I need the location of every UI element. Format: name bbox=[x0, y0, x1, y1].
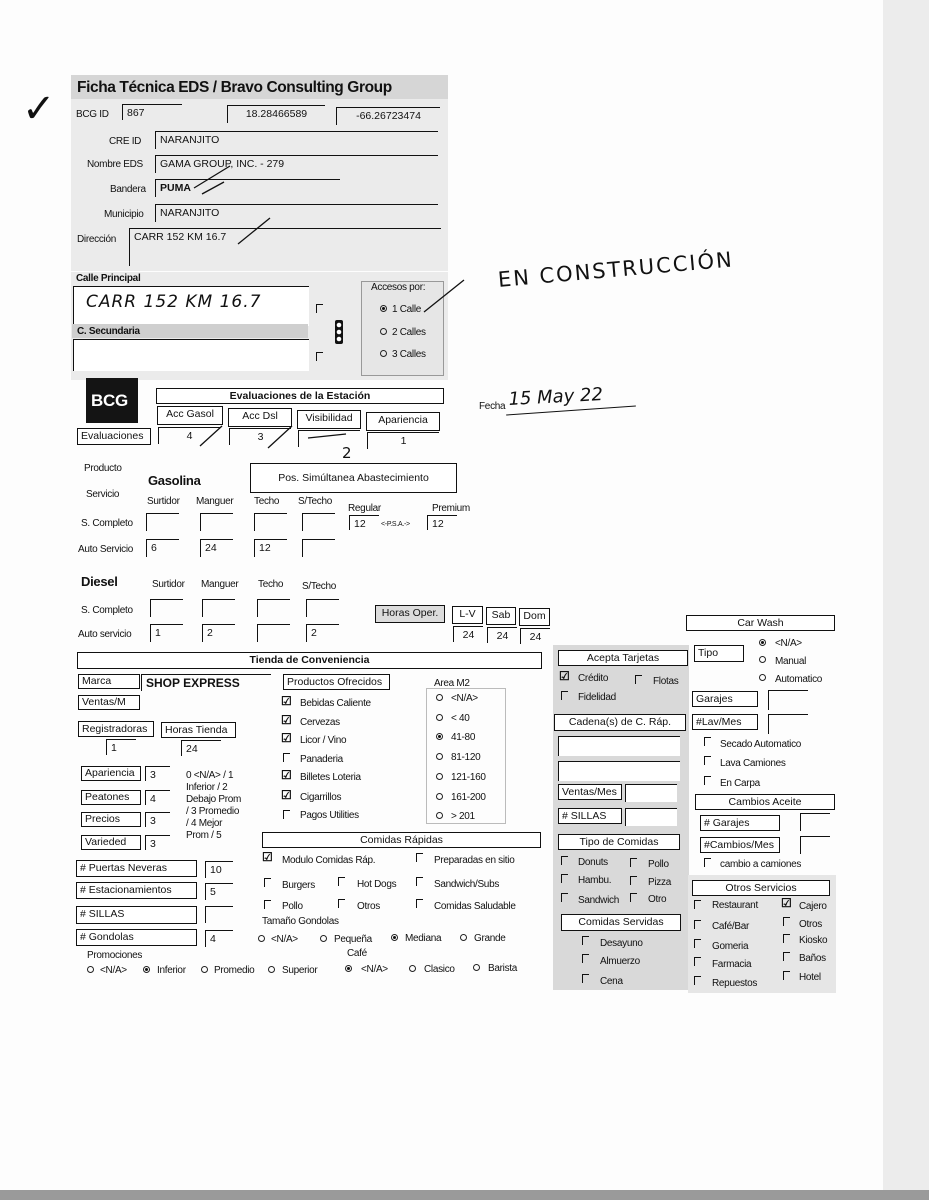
peatones-label: Peatones bbox=[81, 790, 141, 805]
dsl-auto-surtidor[interactable]: 1 bbox=[150, 624, 183, 642]
scan-edge-right bbox=[883, 0, 929, 1200]
repuestos-label: Repuestos bbox=[712, 978, 758, 989]
area-121-160-radio[interactable] bbox=[436, 773, 443, 780]
restaurant-label: Restaurant bbox=[712, 900, 758, 911]
lav-mes-field[interactable] bbox=[768, 714, 808, 734]
cafe-clasico-label: Clasico bbox=[424, 964, 455, 975]
gondolas-label: # Gondolas bbox=[76, 929, 197, 946]
cambios-garajes-field[interactable] bbox=[800, 813, 830, 831]
sandwich-subs-label: Sandwich/Subs bbox=[434, 879, 500, 890]
scale-line-6: Prom / 5 bbox=[186, 830, 222, 841]
preparadas-checkbox[interactable] bbox=[416, 853, 423, 862]
lava-camiones-label: Lava Camiones bbox=[720, 758, 786, 769]
estacionamientos-label: # Estacionamientos bbox=[76, 882, 197, 899]
carwash-manual-label: Manual bbox=[775, 656, 806, 667]
fidelidad-label: Fidelidad bbox=[578, 692, 616, 703]
almuerzo-checkbox[interactable] bbox=[582, 954, 589, 963]
area-161-200-radio[interactable] bbox=[436, 793, 443, 800]
calle-principal-handwriting: CARR 152 KM 16.7 bbox=[86, 292, 262, 312]
otros-comida-label: Otros bbox=[357, 901, 380, 912]
dsl-surtidor-header: Surtidor bbox=[152, 579, 185, 590]
gas-auto-stecho[interactable] bbox=[302, 539, 335, 557]
gomeria-label: Gomeria bbox=[712, 941, 749, 952]
handwritten-checkmark: ✓ bbox=[22, 86, 56, 132]
tamano-pequena-radio[interactable] bbox=[320, 935, 327, 942]
c-secundaria-field[interactable] bbox=[73, 339, 309, 371]
gas-completo-label: S. Completo bbox=[81, 518, 133, 529]
scale-line-5: / 4 Mejor bbox=[186, 818, 223, 829]
accesos-3-calles-radio[interactable] bbox=[380, 350, 387, 357]
panaderia-checkbox[interactable] bbox=[283, 753, 290, 762]
cafe-label: Café bbox=[347, 948, 367, 959]
promo-na-radio[interactable] bbox=[87, 966, 94, 973]
burgers-checkbox[interactable] bbox=[264, 878, 271, 887]
bebidas-label: Bebidas Caliente bbox=[300, 698, 371, 709]
en-carpa-label: En Carpa bbox=[720, 778, 760, 789]
traffic-light-icon bbox=[332, 318, 346, 348]
accesos-1-calle-radio[interactable] bbox=[380, 305, 387, 312]
cafe-clasico-radio[interactable] bbox=[409, 965, 416, 972]
cafe-barista-radio[interactable] bbox=[473, 964, 480, 971]
sandwich-tipo-checkbox[interactable] bbox=[561, 893, 568, 902]
kiosko-checkbox[interactable] bbox=[783, 934, 790, 943]
ventas-mes-field[interactable] bbox=[625, 784, 677, 802]
otros-servicios-header: Otros Servicios bbox=[692, 880, 830, 896]
title-bar bbox=[71, 75, 448, 99]
gas-completo-techo[interactable] bbox=[254, 513, 287, 531]
carwash-manual-radio[interactable] bbox=[759, 656, 766, 663]
promo-superior-label: Superior bbox=[282, 965, 318, 976]
garajes-field[interactable] bbox=[768, 690, 808, 710]
hotel-label: Hotel bbox=[799, 972, 821, 983]
billetes-label: Billetes Loteria bbox=[300, 772, 361, 783]
cena-label: Cena bbox=[600, 976, 623, 987]
comidas-rapidas-header: Comidas Rápidas bbox=[262, 832, 541, 848]
comidas-servidas-header: Comidas Servidas bbox=[561, 914, 681, 931]
bcg-logo bbox=[86, 378, 138, 423]
dsl-stecho-header: S/Techo bbox=[302, 581, 337, 592]
donuts-checkbox[interactable] bbox=[561, 856, 568, 865]
scale-line-1: 0 <N/A> / 1 bbox=[186, 770, 234, 781]
cafe-bar-label: Café/Bar bbox=[712, 921, 750, 932]
area-81-120-radio[interactable] bbox=[436, 753, 443, 760]
cigarrillos-checkbox[interactable]: ☑ bbox=[281, 788, 292, 802]
tipo-comidas-header: Tipo de Comidas bbox=[558, 834, 680, 850]
sandwich-subs-checkbox[interactable] bbox=[416, 877, 423, 886]
cafe-bar-checkbox[interactable] bbox=[694, 920, 701, 929]
farmacia-checkbox[interactable] bbox=[694, 957, 701, 966]
apariencia-label: Apariencia bbox=[81, 766, 141, 781]
latitude-field[interactable]: 18.28466589 bbox=[227, 105, 325, 123]
cambios-mes-label: #Cambios/Mes bbox=[700, 837, 780, 853]
variedad-label: Varieded bbox=[81, 835, 141, 850]
tienda-header: Tienda de Conveniencia bbox=[77, 652, 542, 669]
hotdogs-checkbox[interactable] bbox=[338, 877, 345, 886]
dsl-manguer-header: Manguer bbox=[201, 579, 239, 590]
dsl-completo-stecho[interactable] bbox=[306, 599, 339, 617]
calle-principal-checkbox[interactable] bbox=[316, 304, 323, 313]
burgers-label: Burgers bbox=[282, 880, 315, 891]
cajero-checkbox[interactable]: ☑ bbox=[781, 896, 792, 910]
dsl-completo-manguer[interactable] bbox=[202, 599, 235, 617]
pizza-label: Pizza bbox=[648, 877, 671, 888]
bebidas-checkbox[interactable]: ☑ bbox=[281, 694, 292, 708]
fidelidad-checkbox[interactable] bbox=[561, 691, 568, 700]
tamano-pequena-label: Pequeña bbox=[334, 934, 372, 945]
desayuno-label: Desayuno bbox=[600, 938, 643, 949]
pollo-comida-checkbox[interactable] bbox=[264, 900, 271, 909]
garajes-label: Garajes bbox=[692, 691, 758, 707]
lav-mes-label: #Lav/Mes bbox=[692, 714, 758, 730]
scale-line-4: / 3 Promedio bbox=[186, 806, 240, 817]
accesos-2-calles-label: 2 Calles bbox=[392, 327, 426, 338]
horas-dom-value[interactable]: 24 bbox=[520, 628, 550, 644]
secado-label: Secado Automatico bbox=[720, 739, 802, 750]
nombre-label: Nombre EDS bbox=[87, 159, 143, 170]
pollo-tipo-checkbox[interactable] bbox=[630, 858, 637, 867]
productos-header: Productos Ofrecidos bbox=[283, 674, 390, 690]
scale-line-3: Debajo Prom bbox=[186, 794, 242, 805]
hotel-checkbox[interactable] bbox=[783, 971, 790, 980]
longitude-field[interactable]: -66.26723474 bbox=[336, 107, 440, 125]
accesos-1-calle-label: 1 Calle bbox=[392, 304, 422, 315]
cambios-mes-field[interactable] bbox=[800, 836, 830, 854]
horas-dom-header: Dom bbox=[519, 608, 550, 626]
promo-superior-radio[interactable] bbox=[268, 966, 275, 973]
calle-principal-label: Calle Principal bbox=[76, 273, 141, 284]
area-121-160-label: 121-160 bbox=[451, 772, 486, 783]
scan-edge-bottom bbox=[0, 1190, 929, 1200]
peatones-field[interactable]: 4 bbox=[145, 790, 170, 805]
gas-completo-manguer[interactable] bbox=[200, 513, 233, 531]
cadenas-field-1[interactable] bbox=[558, 736, 680, 756]
restaurant-checkbox[interactable] bbox=[694, 900, 701, 909]
tamano-grande-label: Grande bbox=[474, 933, 506, 944]
apariencia-value[interactable]: 1 bbox=[367, 432, 439, 449]
modulo-comidas-checkbox[interactable]: ☑ bbox=[262, 850, 273, 864]
otro-tipo-label: Otro bbox=[648, 894, 667, 905]
promociones-label: Promociones bbox=[87, 950, 143, 961]
municipio-field[interactable]: NARANJITO bbox=[155, 204, 438, 222]
dsl-auto-manguer[interactable]: 2 bbox=[202, 624, 235, 642]
cafe-barista-label: Barista bbox=[488, 963, 518, 974]
cajero-label: Cajero bbox=[799, 901, 827, 912]
acc-dsl-header: Acc Dsl bbox=[228, 408, 292, 427]
kiosko-label: Kiosko bbox=[799, 935, 828, 946]
area-41-80-radio[interactable] bbox=[436, 733, 443, 740]
credito-label: Crédito bbox=[578, 673, 609, 684]
promo-promedio-radio[interactable] bbox=[201, 966, 208, 973]
marca-label: Marca bbox=[78, 674, 140, 689]
gomeria-checkbox[interactable] bbox=[694, 939, 701, 948]
bandera-label: Bandera bbox=[110, 184, 146, 195]
visibilidad-handwritten-value: 2 bbox=[342, 444, 352, 462]
accesos-2-calles-radio[interactable] bbox=[380, 328, 387, 335]
area-41-80-label: 41-80 bbox=[451, 732, 476, 743]
licor-checkbox[interactable]: ☑ bbox=[281, 731, 292, 745]
fecha-handwritten: 15 May 22 bbox=[508, 384, 604, 410]
promo-inferior-label: Inferior bbox=[157, 965, 186, 976]
horas-lv-header: L-V bbox=[452, 606, 483, 624]
sillas-cr-label: # SILLAS bbox=[558, 808, 622, 824]
bandera-field[interactable]: PUMA bbox=[155, 179, 340, 197]
pollo-tipo-label: Pollo bbox=[648, 859, 669, 870]
credito-checkbox[interactable]: ☑ bbox=[559, 669, 570, 683]
promo-promedio-label: Promedio bbox=[214, 965, 255, 976]
hambu-checkbox[interactable] bbox=[561, 874, 568, 883]
area-lt40-radio[interactable] bbox=[436, 714, 443, 721]
premium-field[interactable]: 12 bbox=[427, 515, 457, 530]
registradoras-label: Registradoras bbox=[78, 721, 154, 737]
en-carpa-checkbox[interactable] bbox=[704, 776, 711, 785]
horas-tienda-label: Horas Tienda bbox=[161, 722, 236, 738]
bcg-id-field[interactable]: 867 bbox=[122, 104, 182, 120]
pen-mark-accesos bbox=[420, 276, 470, 316]
pagos-checkbox[interactable] bbox=[283, 810, 290, 819]
pos-simultanea-header: Pos. Simúltanea Abastecimiento bbox=[250, 463, 457, 493]
dsl-auto-stecho[interactable]: 2 bbox=[306, 624, 339, 642]
donuts-label: Donuts bbox=[578, 857, 608, 868]
horas-tienda-field[interactable]: 24 bbox=[181, 740, 221, 756]
tamano-mediana-label: Mediana bbox=[405, 933, 442, 944]
nombre-field[interactable]: GAMA GROUP, INC. - 279 bbox=[155, 155, 438, 173]
gas-manguer-header: Manguer bbox=[196, 496, 234, 507]
form-title: Ficha Técnica EDS / Bravo Consulting Group bbox=[77, 79, 392, 96]
carwash-na-label: <N/A> bbox=[775, 638, 802, 649]
otros-servicio-label: Otros bbox=[799, 919, 822, 930]
precios-field[interactable]: 3 bbox=[145, 812, 170, 827]
repuestos-checkbox[interactable] bbox=[694, 976, 701, 985]
preparadas-label: Preparadas en sitio bbox=[434, 855, 515, 866]
cambios-aceite-header: Cambios Aceite bbox=[695, 794, 835, 810]
saludable-checkbox[interactable] bbox=[416, 899, 423, 908]
banos-label: Baños bbox=[799, 953, 826, 964]
carwash-na-radio[interactable] bbox=[759, 639, 766, 646]
gas-stecho-header: S/Techo bbox=[298, 496, 333, 507]
licor-label: Licor / Vino bbox=[300, 735, 347, 746]
gas-auto-techo[interactable]: 12 bbox=[254, 539, 287, 557]
c-secundaria-checkbox[interactable] bbox=[316, 352, 323, 361]
acc-gasol-value[interactable]: 4 bbox=[158, 427, 220, 444]
ventas-mes-label: Ventas/Mes bbox=[558, 784, 622, 800]
gas-completo-surtidor[interactable] bbox=[146, 513, 179, 531]
otros-servicio-checkbox[interactable] bbox=[783, 917, 790, 926]
farmacia-label: Farmacia bbox=[712, 959, 752, 970]
otros-comida-checkbox[interactable] bbox=[338, 899, 345, 908]
tamano-gondolas-label: Tamaño Gondolas bbox=[262, 916, 339, 927]
gas-techo-header: Techo bbox=[254, 496, 280, 507]
visibilidad-header: Visibilidad bbox=[297, 410, 361, 429]
area-gt201-radio[interactable] bbox=[436, 812, 443, 819]
billetes-checkbox[interactable]: ☑ bbox=[281, 768, 292, 782]
gas-auto-label: Auto Servicio bbox=[78, 544, 134, 555]
municipio-label: Municipio bbox=[104, 209, 144, 220]
pollo-comida-label: Pollo bbox=[282, 901, 303, 912]
cigarrillos-label: Cigarrillos bbox=[300, 792, 342, 803]
panaderia-label: Panaderia bbox=[300, 754, 343, 765]
dsl-auto-techo[interactable] bbox=[257, 624, 290, 642]
carwash-automatico-radio[interactable] bbox=[759, 674, 766, 681]
cre-id-label: CRE ID bbox=[109, 136, 142, 147]
dsl-auto-label: Auto servicio bbox=[78, 629, 132, 640]
gas-surtidor-header: Surtidor bbox=[147, 496, 180, 507]
area-gt201-label: > 201 bbox=[451, 811, 475, 822]
calle-principal-field[interactable] bbox=[73, 286, 309, 326]
promo-inferior-radio[interactable] bbox=[143, 966, 150, 973]
pen-marks-evaluaciones bbox=[196, 416, 356, 456]
tamano-na-label: <N/A> bbox=[271, 934, 298, 945]
scale-line-2: Inferior / 2 bbox=[186, 782, 228, 793]
cervezas-label: Cervezas bbox=[300, 717, 340, 728]
sandwich-tipo-label: Sandwich bbox=[578, 895, 619, 906]
ventas-m-label: Ventas/M bbox=[78, 695, 140, 710]
pagos-label: Pagos Utilities bbox=[300, 810, 359, 821]
dsl-completo-label: S. Completo bbox=[81, 605, 133, 616]
carwash-tipo-label: Tipo bbox=[694, 645, 744, 662]
almuerzo-label: Almuerzo bbox=[600, 956, 640, 967]
area-na-radio[interactable] bbox=[436, 694, 443, 701]
carwash-header: Car Wash bbox=[686, 615, 835, 631]
horas-sab-header: Sab bbox=[486, 607, 516, 625]
tamano-na-radio[interactable] bbox=[258, 935, 265, 942]
puertas-field[interactable]: 10 bbox=[205, 861, 233, 878]
puertas-label: # Puertas Neveras bbox=[76, 860, 197, 877]
gas-completo-stecho[interactable] bbox=[302, 513, 335, 531]
secado-checkbox[interactable] bbox=[704, 737, 711, 746]
c-secundaria-label: C. Secundaria bbox=[77, 326, 140, 337]
precios-label: Precios bbox=[81, 812, 141, 827]
fecha-label: Fecha bbox=[479, 401, 506, 412]
area-lt40-label: < 40 bbox=[451, 713, 470, 724]
area-161-200-label: 161-200 bbox=[451, 792, 486, 803]
flotas-checkbox[interactable] bbox=[635, 675, 642, 684]
gasolina-title: Gasolina bbox=[148, 473, 201, 488]
horas-lv-value[interactable]: 24 bbox=[453, 626, 483, 642]
evaluaciones-header: Evaluaciones de la Estación bbox=[156, 388, 444, 404]
lava-camiones-checkbox[interactable] bbox=[704, 756, 711, 765]
estacionamientos-field[interactable]: 5 bbox=[205, 883, 233, 900]
dsl-completo-surtidor[interactable] bbox=[150, 599, 183, 617]
modulo-comidas-label: Modulo Comidas Ráp. bbox=[282, 855, 376, 866]
horas-sab-value[interactable]: 24 bbox=[487, 627, 517, 643]
tamano-grande-radio[interactable] bbox=[460, 934, 467, 941]
regular-field[interactable]: 12 bbox=[349, 515, 379, 530]
area-81-120-label: 81-120 bbox=[451, 752, 481, 763]
gondolas-field[interactable]: 4 bbox=[205, 930, 233, 947]
bcg-logo-text: BCG bbox=[91, 391, 128, 410]
saludable-label: Comidas Saludable bbox=[434, 901, 516, 912]
cervezas-checkbox[interactable]: ☑ bbox=[281, 713, 292, 727]
pizza-checkbox[interactable] bbox=[630, 876, 637, 885]
dsl-completo-techo[interactable] bbox=[257, 599, 290, 617]
sillas-field[interactable] bbox=[205, 906, 233, 923]
cambios-garajes-label: # Garajes bbox=[700, 815, 780, 831]
area-m2-label: Area M2 bbox=[434, 678, 470, 689]
apariencia-field[interactable]: 3 bbox=[145, 766, 170, 781]
direccion-field[interactable]: CARR 152 KM 16.7 bbox=[129, 228, 441, 266]
hambu-label: Hambu. bbox=[578, 875, 612, 886]
tamano-mediana-radio[interactable] bbox=[391, 934, 398, 941]
apariencia-header: Apariencia bbox=[366, 412, 440, 431]
cre-id-field[interactable]: NARANJITO bbox=[155, 131, 438, 149]
flotas-label: Flotas bbox=[653, 676, 679, 687]
area-na-label: <N/A> bbox=[451, 693, 478, 704]
accesos-label: Accesos por: bbox=[371, 282, 426, 293]
gas-auto-surtidor[interactable]: 6 bbox=[146, 539, 179, 557]
cambio-camiones-checkbox[interactable] bbox=[704, 858, 711, 867]
acc-gasol-header: Acc Gasol bbox=[157, 406, 223, 425]
otro-tipo-checkbox[interactable] bbox=[630, 893, 637, 902]
acepta-tarjetas-header: Acepta Tarjetas bbox=[558, 650, 688, 666]
direccion-label: Dirección bbox=[77, 234, 116, 245]
pen-marks-identity bbox=[190, 160, 280, 250]
accesos-3-calles-label: 3 Calles bbox=[392, 349, 426, 360]
construction-note: EN CONSTRUCCIÓN bbox=[497, 247, 735, 292]
servicio-label: Servicio bbox=[86, 489, 120, 500]
dsl-techo-header: Techo bbox=[258, 579, 284, 590]
cadenas-field-2[interactable] bbox=[558, 761, 680, 781]
bcg-id-label: BCG ID bbox=[76, 109, 109, 120]
regular-label: Regular bbox=[348, 503, 381, 514]
desayuno-checkbox[interactable] bbox=[582, 936, 589, 945]
diesel-title: Diesel bbox=[81, 574, 118, 589]
producto-label: Producto bbox=[84, 463, 122, 474]
registradoras-field[interactable]: 1 bbox=[106, 739, 136, 755]
cafe-na-radio[interactable] bbox=[345, 965, 352, 972]
acc-dsl-value[interactable]: 3 bbox=[229, 428, 291, 445]
promo-na-label: <N/A> bbox=[100, 965, 127, 976]
carwash-automatico-label: Automatico bbox=[775, 674, 823, 685]
gas-auto-manguer[interactable]: 24 bbox=[200, 539, 233, 557]
cafe-na-label: <N/A> bbox=[361, 964, 388, 975]
horas-oper-button[interactable]: Horas Oper. bbox=[375, 605, 445, 623]
sillas-cr-field[interactable] bbox=[625, 808, 677, 826]
variedad-field[interactable]: 3 bbox=[145, 835, 170, 850]
premium-label: Premium bbox=[432, 503, 470, 514]
marca-field[interactable]: SHOP EXPRESS bbox=[141, 674, 271, 691]
banos-checkbox[interactable] bbox=[783, 952, 790, 961]
sillas-label: # SILLAS bbox=[76, 906, 197, 924]
psa-label: <-P.S.A.-> bbox=[381, 521, 410, 528]
cadenas-header: Cadena(s) de C. Ráp. bbox=[554, 714, 686, 731]
cena-checkbox[interactable] bbox=[582, 974, 589, 983]
cambio-camiones-label: cambio a camiones bbox=[720, 859, 802, 870]
hotdogs-label: Hot Dogs bbox=[357, 879, 397, 890]
evaluaciones-button[interactable]: Evaluaciones bbox=[77, 428, 151, 445]
